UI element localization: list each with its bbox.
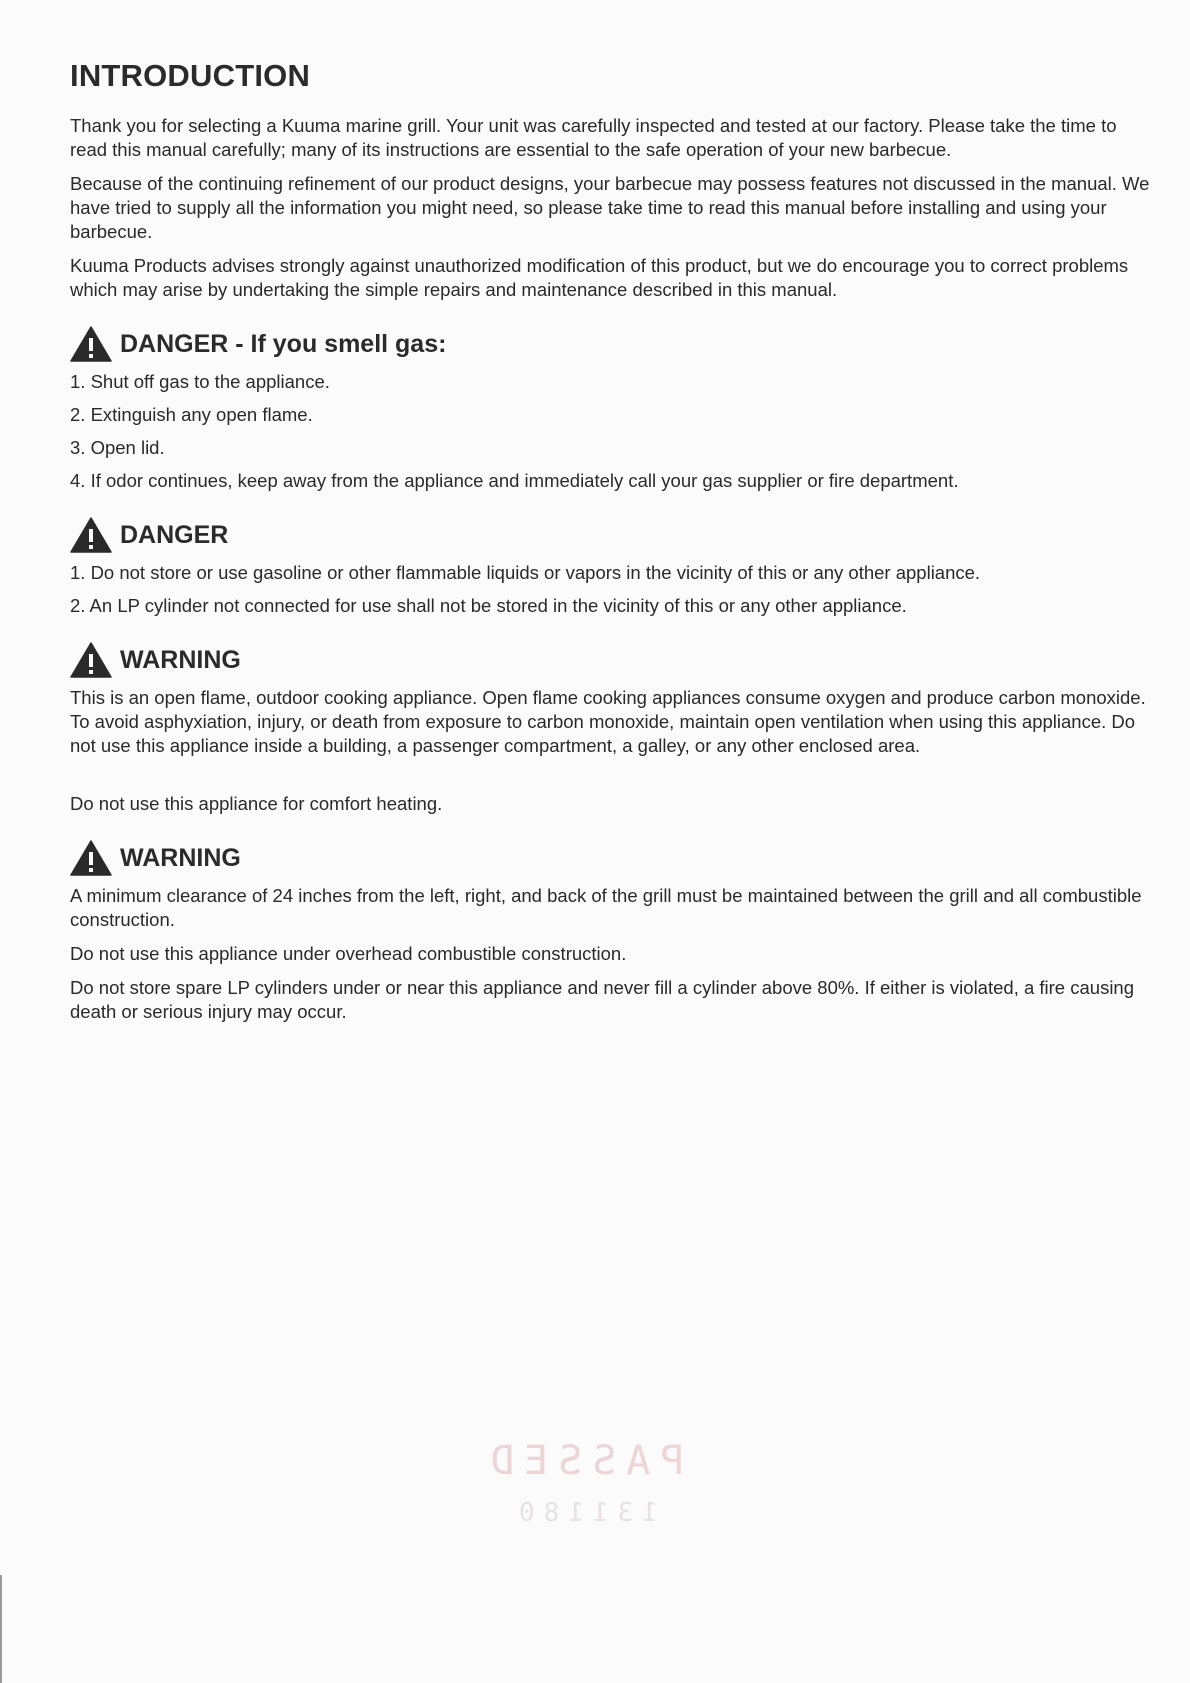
warning-co-heading — [70, 642, 1150, 678]
danger-list — [70, 561, 1150, 618]
intro-paragraph-3: Kuuma Products advises strongly against unauthorized modification of this product, but we do encourage you to correct problems which may arise by undertaking the simple repairs and maintenance described in this manual. — [70, 255, 1129, 300]
manual-page — [70, 58, 1150, 1034]
warning-co-section — [70, 642, 1150, 816]
warning-co-heading-text: WARNING — [120, 645, 241, 674]
intro-paragraph-1: Thank you for selecting a Kuuma marine grill. Your unit was carefully inspected and tested at our factory. Please take the time to read this manual carefully; many of its instructions are essential to the safe operation of your new barbecue. — [70, 115, 1117, 160]
warning-clearance-section — [70, 840, 1150, 1024]
danger-section — [70, 517, 1150, 618]
list-item: 2. An LP cylinder not connected for use shall not be stored in the vicinity of this or any other appliance. — [70, 595, 907, 616]
danger-heading-text: DANGER — [120, 520, 229, 549]
warning-co-paragraph: This is an open flame, outdoor cooking appliance. Open flame cooking appliances consume oxygen and produce carbon monoxide. To avoid asphyxiation, injury, or death from exposure to carbon monoxide, maintain open ventilation when using this appliance. Do not use this appliance inside a building, a passenger compartment, a galley, or any other enclosed area. — [70, 687, 1146, 756]
list-item: 1. Shut off gas to the appliance. — [70, 371, 330, 392]
intro-paragraph-2: Because of the continuing refinement of our product designs, your barbecue may possess features not discussed in the manual. We have tried to supply all the information you might need, so please take time to read this manual before installing and using your barbecue. — [70, 173, 1150, 242]
list-item: 3. Open lid. — [70, 437, 165, 458]
stamp-code: 131180 — [510, 1498, 658, 1528]
passed-stamp: PASSED — [480, 1438, 685, 1484]
clearance-paragraph: A minimum clearance of 24 inches from the left, right, and back of the grill must be maintained between the grill and all combustible construction. — [70, 885, 1142, 930]
warning-triangle-icon — [70, 642, 112, 678]
comfort-heating-paragraph: Do not use this appliance for comfort heating. — [70, 793, 443, 814]
danger-heading — [70, 517, 1150, 553]
overhead-paragraph: Do not use this appliance under overhead combustible construction. — [70, 943, 627, 964]
warning-triangle-icon — [70, 326, 112, 362]
warning-triangle-icon — [70, 840, 112, 876]
warning-clearance-heading — [70, 840, 1150, 876]
danger-gas-heading — [70, 326, 1150, 362]
list-item: 2. Extinguish any open flame. — [70, 404, 313, 425]
danger-gas-list — [70, 370, 1150, 493]
page-title: INTRODUCTION — [70, 58, 311, 93]
lp-cylinder-paragraph: Do not store spare LP cylinders under or near this appliance and never fill a cylinder above 80%. If either is violated, a fire causing death or serious injury may occur. — [70, 977, 1135, 1022]
list-item: 1. Do not store or use gasoline or other flammable liquids or vapors in the vicinity of this or any other appliance. — [70, 562, 981, 583]
danger-gas-section — [70, 326, 1150, 493]
scan-edge-line — [0, 1575, 2, 1683]
warning-clearance-heading-text: WARNING — [120, 843, 241, 872]
list-item: 4. If odor continues, keep away from the appliance and immediately call your gas supplier or fire department. — [70, 470, 959, 491]
danger-gas-heading-text: DANGER - If you smell gas: — [120, 329, 447, 358]
warning-triangle-icon — [70, 517, 112, 553]
